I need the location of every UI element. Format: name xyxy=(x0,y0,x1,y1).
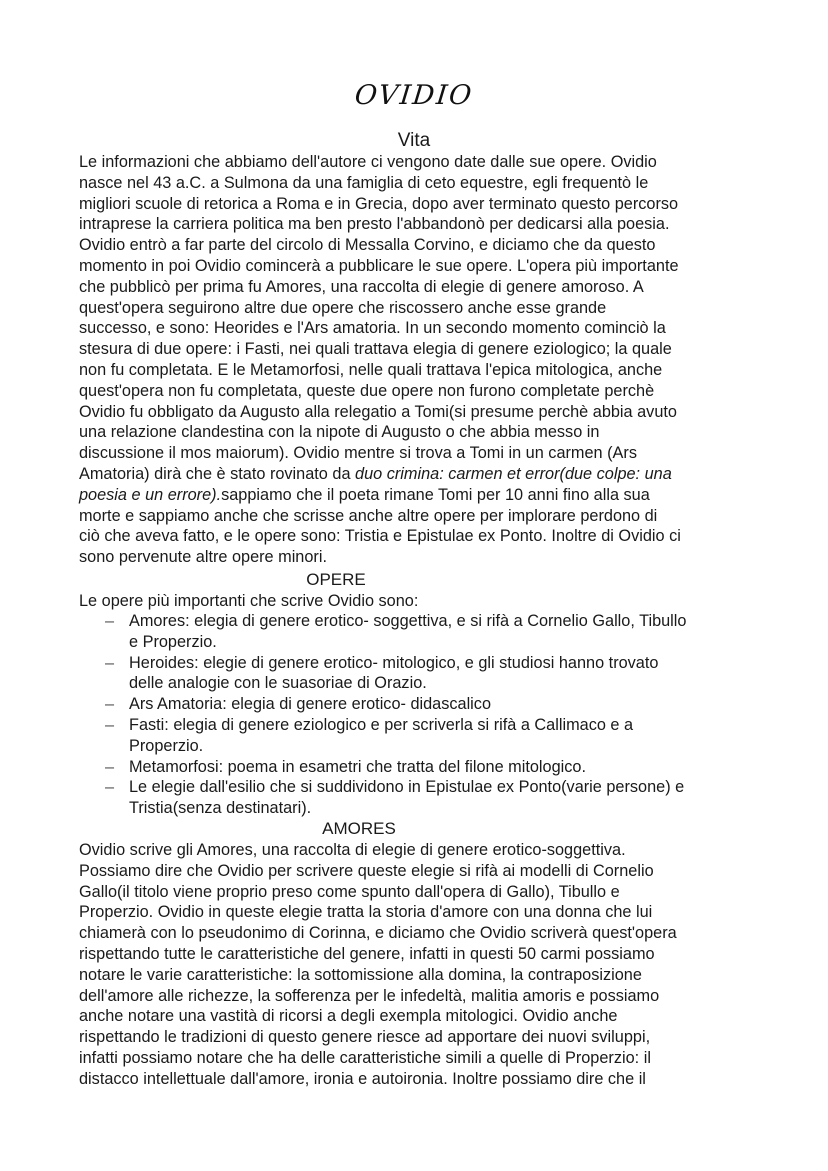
dash-bullet-icon: – xyxy=(105,757,115,776)
works-list xyxy=(79,611,759,819)
text-line: quest'opera non fu completata, queste due opere non furono completate perchè xyxy=(79,381,655,400)
list-item-amores xyxy=(79,611,759,653)
vita-paragraph xyxy=(79,152,759,568)
document-title: OVIDIO xyxy=(353,80,475,111)
text-line: Ovidio fu obbligato da Augusto alla relegatio a Tomi(si presume perchè abbia avuto xyxy=(79,402,677,421)
text-line: Amores: elegia di genere erotico- soggettiva, e si rifà a Cornelio Gallo, Tibullo xyxy=(129,612,687,630)
dash-bullet-icon: – xyxy=(105,653,115,672)
section-heading-vita: Vita xyxy=(397,130,431,151)
opere-intro xyxy=(79,591,759,612)
text-line: quest'opera seguirono altre due opere che riscossero anche esse grande xyxy=(79,298,607,317)
amores-paragraph xyxy=(79,840,759,1090)
dash-bullet-icon: – xyxy=(105,695,115,714)
text-line: Tristia(senza destinatari). xyxy=(129,799,312,818)
text-line: Properzio. Ovidio in queste elegie tratta la storia d'amore con una donna che lui xyxy=(79,903,653,922)
text-line: morte e sappiamo anche che scrisse anche altre opere per implorare perdono di xyxy=(79,506,658,525)
dash-bullet-icon: – xyxy=(105,715,115,734)
dash-bullet-icon: – xyxy=(105,778,115,797)
text-line: che pubblicò per prima fu Amores, una raccolta di elegie di genere amoroso. A xyxy=(79,277,644,296)
text-run: Amatoria) dirà che è stato rovinato da xyxy=(79,464,356,483)
text-line: Ovidio scrive gli Amores, una raccolta di elegie di genere erotico-soggettiva. xyxy=(79,841,626,859)
text-line-mixed xyxy=(79,464,759,485)
text-run: sappiamo che il poeta rimane Tomi per 10 anni fino alla sua xyxy=(221,485,650,504)
text-line: e Properzio. xyxy=(129,632,217,651)
list-item-fasti xyxy=(79,715,759,757)
list-item-metamorfosi xyxy=(79,757,759,778)
text-line: delle analogie con le suasoriae di Orazio. xyxy=(129,674,427,693)
text-line: Possiamo dire che Ovidio per scrivere queste elegie si rifà ai modelli di Cornelio xyxy=(79,861,654,880)
text-line: notare le varie caratteristiche: la sottomissione alla domina, la contraposizione xyxy=(79,965,642,984)
text-line: Properzio. xyxy=(129,736,204,755)
text-line: rispettando le tradizioni di questo genere riesce ad apportare dei nuovi sviluppi, xyxy=(79,1028,651,1047)
text-line: distacco intellettuale dall'amore, ironia e autoironia. Inoltre possiamo dire che il xyxy=(79,1069,646,1088)
text-line: migliori scuole di retorica a Roma e in Grecia, dopo aver terminato questo percorso xyxy=(79,194,679,213)
text-line: Metamorfosi: poema in esametri che tratta del filone mitologico. xyxy=(129,757,586,776)
text-line: ciò che aveva fatto, e le opere sono: Tristia e Epistulae ex Ponto. Inoltre di Ovidio ci xyxy=(79,527,681,546)
text-line: anche notare una vastità di ricorsi a degli exempla mitologici. Ovidio anche xyxy=(79,1007,618,1026)
list-item-ars-amatoria xyxy=(79,694,759,715)
text-line-mixed xyxy=(79,485,759,506)
list-item-heroides xyxy=(79,653,759,695)
text-line: sono pervenute altre opere minori. xyxy=(79,548,327,567)
text-line: Fasti: elegia di genere eziologico e per scriverla si rifà a Callimaco e a xyxy=(129,715,634,734)
text-line: dell'amore alle richezze, la sofferenza per le infedeltà, malitia amoris e possiamo xyxy=(79,986,660,1005)
text-line: non fu completata. E le Metamorfosi, nelle quali trattava l'epica mitologica, anche xyxy=(79,360,663,379)
text-line: una relazione clandestina con la nipote di Augusto o che abbia messo in xyxy=(79,423,600,442)
text-line: nasce nel 43 a.C. a Sulmona da una famiglia di ceto equestre, egli frequentò le xyxy=(79,173,649,192)
text-line: successo, e sono: Heorides e l'Ars amatoria. In un secondo momento cominciò la xyxy=(79,319,666,338)
text-line: chiamerà con lo pseudonimo di Corinna, e diciamo che Ovidio scriverà quest'opera xyxy=(79,924,677,943)
text-line: momento in poi Ovidio comincerà a pubblicare le sue opere. L'opera più importante xyxy=(79,256,679,275)
text-line: Heroides: elegie di genere erotico- mitologico, e gli studiosi hanno trovato xyxy=(129,653,659,672)
text-line: Ars Amatoria: elegia di genere erotico- didascalico xyxy=(129,695,491,714)
text-line: Le opere più importanti che scrive Ovidio sono: xyxy=(79,592,419,610)
text-line: discussione il mos maiorum). Ovidio mentre si trova a Tomi in un carmen (Ars xyxy=(79,444,637,463)
latin-quote: poesia e un errore). xyxy=(79,485,222,504)
text-line: rispettando tutte le caratteristiche del genere, infatti in questi 50 carmi possiamo xyxy=(79,944,655,963)
section-heading-amores: AMORES xyxy=(322,819,396,838)
text-line: infatti possiamo notare che ha delle caratteristiche simili a quelle di Properzio: il xyxy=(79,1048,651,1067)
text-line: Le informazioni che abbiamo dell'autore ci vengono date dalle sue opere. Ovidio xyxy=(79,153,657,171)
text-line: intraprese la carriera politica ma ben presto l'abbandonò per dedicarsi alla poesia. xyxy=(79,215,670,234)
text-line: Ovidio entrò a far parte del circolo di Messalla Corvino, e diciamo che da questo xyxy=(79,236,656,255)
text-line: stesura di due opere: i Fasti, nei quali trattava elegia di genere eziologico; la quale xyxy=(79,340,672,359)
list-item-elegie-esilio xyxy=(79,777,759,819)
dash-bullet-icon: – xyxy=(105,612,115,630)
section-heading-opere: OPERE xyxy=(306,570,366,589)
latin-quote: duo crimina: carmen et error(due colpe: una xyxy=(355,464,672,483)
text-line: Le elegie dall'esilio che si suddividono in Epistulae ex Ponto(varie persone) e xyxy=(129,778,685,797)
text-line: Gallo(il titolo viene proprio preso come spunto dall'opera di Gallo), Tibullo e xyxy=(79,882,620,901)
